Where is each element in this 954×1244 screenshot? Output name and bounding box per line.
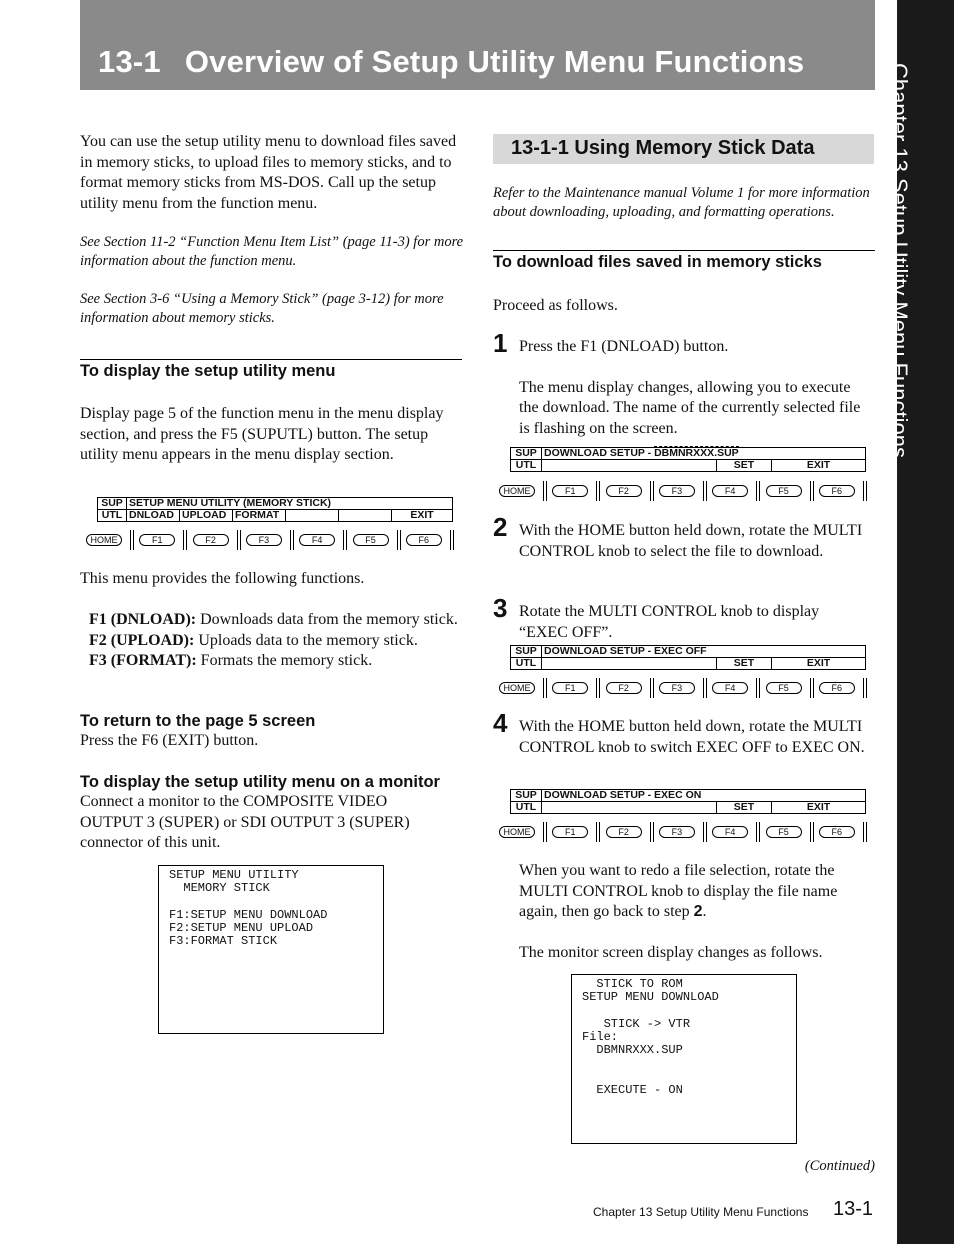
note-function-menu: See Section 11-2 “Function Menu Item List” (page 11-3) for more information about the function menu. [80, 234, 464, 269]
key-label: F4 [712, 826, 748, 838]
key-separator [183, 530, 187, 550]
return-page5-text: Press the F6 (EXIT) button. [80, 732, 259, 749]
key-separator [343, 530, 347, 550]
continued-label: (Continued) [804, 1158, 875, 1174]
chapter-side-tab [887, 0, 954, 1244]
flashing-file-name: DBMNRXXX.SUP [654, 447, 739, 459]
key-label: F3 [659, 826, 695, 838]
key-label: HOME [499, 682, 535, 694]
function-key-row [499, 822, 869, 844]
monitor-text: STICK TO ROM SETUP MENU DOWNLOAD STICK -> VTR File: DBMNRXXX.SUP EXECUTE - ON [582, 977, 719, 1098]
key-separator [810, 481, 814, 501]
key-label: F3 [659, 485, 695, 497]
function-key-row [499, 481, 869, 503]
menu-display-download-file [510, 447, 866, 472]
key-label: F2 [606, 826, 642, 838]
provides-text: This menu provides the following functions. [80, 570, 365, 587]
chapter-tab-label [887, 63, 950, 608]
key-separator [650, 481, 654, 501]
intro-paragraph: You can use the setup utility menu to download files saved in memory sticks, to upload files to memory sticks, and to format memory sticks from MS-DOS. Call up the setup utility menu from the function menu. [80, 133, 457, 212]
key-label: F6 [406, 534, 442, 546]
menu-cell-sup: SUP [98, 498, 127, 510]
menu-cell-exit: EXIT [772, 460, 866, 472]
monitor-screen-download [571, 974, 797, 1144]
function-item-f1: F1 (DNLOAD): Downloads data from the memory stick. [89, 611, 458, 628]
subsection-header [493, 134, 874, 164]
note-memory-stick: See Section 3-6 “Using a Memory Stick” (page 3-12) for more information about memory sticks. [80, 291, 444, 326]
menu-cell-format: FORMAT [233, 510, 286, 522]
key-separator [650, 822, 654, 842]
heading-display-menu: To display the setup utility menu [80, 362, 336, 380]
divider [493, 250, 875, 251]
section-number: 13-1 [98, 44, 161, 79]
key-label: F5 [766, 682, 802, 694]
menu-cell-utl: UTL [98, 510, 127, 522]
heading-download-files: To download files saved in memory sticks [493, 253, 822, 271]
function-key-row [499, 678, 869, 700]
menu-cell-empty [286, 510, 339, 522]
menu-cell-set: SET [717, 802, 772, 814]
menu-cell-empty [542, 802, 717, 814]
key-label: F5 [766, 485, 802, 497]
key-label: F1 [552, 826, 588, 838]
heading-monitor-display: To display the setup utility menu on a monitor [80, 773, 440, 791]
function-key-row [86, 530, 456, 552]
monitor-text: SETUP MENU UTILITY MEMORY STICK F1:SETUP MENU DOWNLOAD F2:SETUP MENU UPLOAD F3:FORMAT STICK [169, 868, 328, 949]
menu-display-setup-utility [97, 497, 453, 522]
menu-title: SETUP MENU UTILITY (MEMORY STICK) [127, 498, 453, 510]
key-separator [596, 481, 600, 501]
step2-text: With the HOME button held down, rotate the MULTI CONTROL knob to select the file to download. [519, 522, 863, 560]
display-menu-paragraph: Display page 5 of the function menu in the menu display section, and press the F5 (SUPUTL) button. The setup utility menu appears in the menu display section. [80, 405, 444, 463]
page-title [98, 44, 804, 80]
key-separator [543, 822, 547, 842]
section-header-bar [80, 0, 875, 90]
menu-cell-utl: UTL [511, 802, 542, 814]
key-label: F6 [819, 485, 855, 497]
menu-cell-exit: EXIT [772, 802, 866, 814]
key-label: F6 [819, 682, 855, 694]
key-label: F2 [193, 534, 229, 546]
heading-return-page5: To return to the page 5 screen [80, 712, 316, 730]
key-label: HOME [499, 826, 535, 838]
key-separator [543, 481, 547, 501]
menu-cell-sup: SUP [511, 790, 542, 802]
key-label: F3 [659, 682, 695, 694]
menu-title: DOWNLOAD SETUP - EXEC ON [542, 790, 866, 802]
key-label: HOME [499, 485, 535, 497]
key-label: F1 [139, 534, 175, 546]
divider [80, 359, 462, 360]
key-label: F4 [712, 682, 748, 694]
step4-text: With the HOME button held down, rotate the MULTI CONTROL knob to switch EXEC OFF to EXEC ON. [519, 718, 865, 756]
key-label: F2 [606, 682, 642, 694]
key-separator [596, 822, 600, 842]
key-separator [863, 678, 867, 698]
key-separator [756, 678, 760, 698]
menu-display-exec-on [510, 789, 866, 814]
step3-text: Rotate the MULTI CONTROL knob to display “EXEC OFF”. [519, 603, 820, 641]
step-reference: 2 [693, 903, 703, 920]
key-separator [237, 530, 241, 550]
page-number: 13-1 [833, 1198, 874, 1220]
key-separator [863, 481, 867, 501]
note-maintenance-manual: Refer to the Maintenance manual Volume 1 for more information about downloading, uploading, and formatting operations. [493, 185, 870, 220]
key-separator [756, 822, 760, 842]
menu-cell-empty [542, 658, 717, 670]
key-label: F2 [606, 485, 642, 497]
monitor-screen-setup-utility [158, 865, 384, 1034]
key-label: F4 [299, 534, 335, 546]
key-separator [703, 822, 707, 842]
menu-display-exec-off [510, 645, 866, 670]
menu-cell-utl: UTL [511, 658, 542, 670]
key-label: F1 [552, 485, 588, 497]
step1-detail: The menu display changes, allowing you to execute the download. The name of the currently selected file is flashing on the screen. [519, 378, 861, 437]
key-separator [810, 822, 814, 842]
key-label: F1 [552, 682, 588, 694]
key-separator [703, 481, 707, 501]
menu-cell-empty [542, 460, 717, 472]
redo-selection-text: When you want to redo a file selection, rotate the MULTI CONTROL knob to display the file name again, then go back to step 2. [519, 862, 838, 920]
function-item-f2: F2 (UPLOAD): Uploads data to the memory stick. [89, 631, 418, 649]
key-separator [863, 822, 867, 842]
menu-cell-sup: SUP [511, 448, 542, 460]
key-separator [596, 678, 600, 698]
key-label: F5 [766, 826, 802, 838]
monitor-display-text: Connect a monitor to the COMPOSITE VIDEO OUTPUT 3 (SUPER) or SDI OUTPUT 3 (SUPER) connector of this unit. [80, 793, 410, 851]
left-column [80, 132, 465, 214]
menu-cell-exit: EXIT [772, 658, 866, 670]
key-label: F6 [819, 826, 855, 838]
menu-cell-set: SET [717, 658, 772, 670]
step1-text: Press the F1 (DNLOAD) button. [519, 338, 729, 355]
key-separator [543, 678, 547, 698]
key-separator [810, 678, 814, 698]
menu-cell-set: SET [717, 460, 772, 472]
proceed-text: Proceed as follows. [493, 297, 618, 314]
step-number-3: 3 [493, 593, 508, 623]
function-item-f3: F3 (FORMAT): Formats the memory stick. [89, 652, 373, 669]
menu-cell-utl: UTL [511, 460, 542, 472]
key-label: HOME [86, 534, 122, 546]
key-separator [290, 530, 294, 550]
menu-title: DOWNLOAD SETUP - DBMNRXXX.SUP [542, 448, 866, 460]
menu-title: DOWNLOAD SETUP - EXEC OFF [542, 646, 866, 658]
key-separator [397, 530, 401, 550]
section-title: Overview of Setup Utility Menu Functions [184, 44, 805, 79]
chapter-tab-text: Chapter 13 Setup Utility Menu Functions [887, 63, 912, 458]
step-number-4: 4 [493, 708, 508, 738]
subsection-title: 13-1-1 Using Memory Stick Data [511, 137, 815, 159]
footer-chapter: Chapter 13 Setup Utility Menu Functions [593, 1205, 809, 1219]
key-separator [703, 678, 707, 698]
monitor-changes-text: The monitor screen display changes as follows. [519, 943, 823, 961]
key-separator [756, 481, 760, 501]
key-label: F5 [353, 534, 389, 546]
key-label: F4 [712, 485, 748, 497]
function-list [89, 610, 461, 672]
key-separator [130, 530, 134, 550]
menu-cell-upload: UPLOAD [180, 510, 233, 522]
menu-cell-dnload: DNLOAD [127, 510, 180, 522]
menu-cell-sup: SUP [511, 646, 542, 658]
menu-cell-empty [339, 510, 392, 522]
step-number-2: 2 [493, 512, 508, 542]
menu-cell-exit: EXIT [392, 510, 453, 522]
key-separator [450, 530, 454, 550]
key-label: F3 [246, 534, 282, 546]
key-separator [650, 678, 654, 698]
step-number-1: 1 [493, 328, 508, 358]
